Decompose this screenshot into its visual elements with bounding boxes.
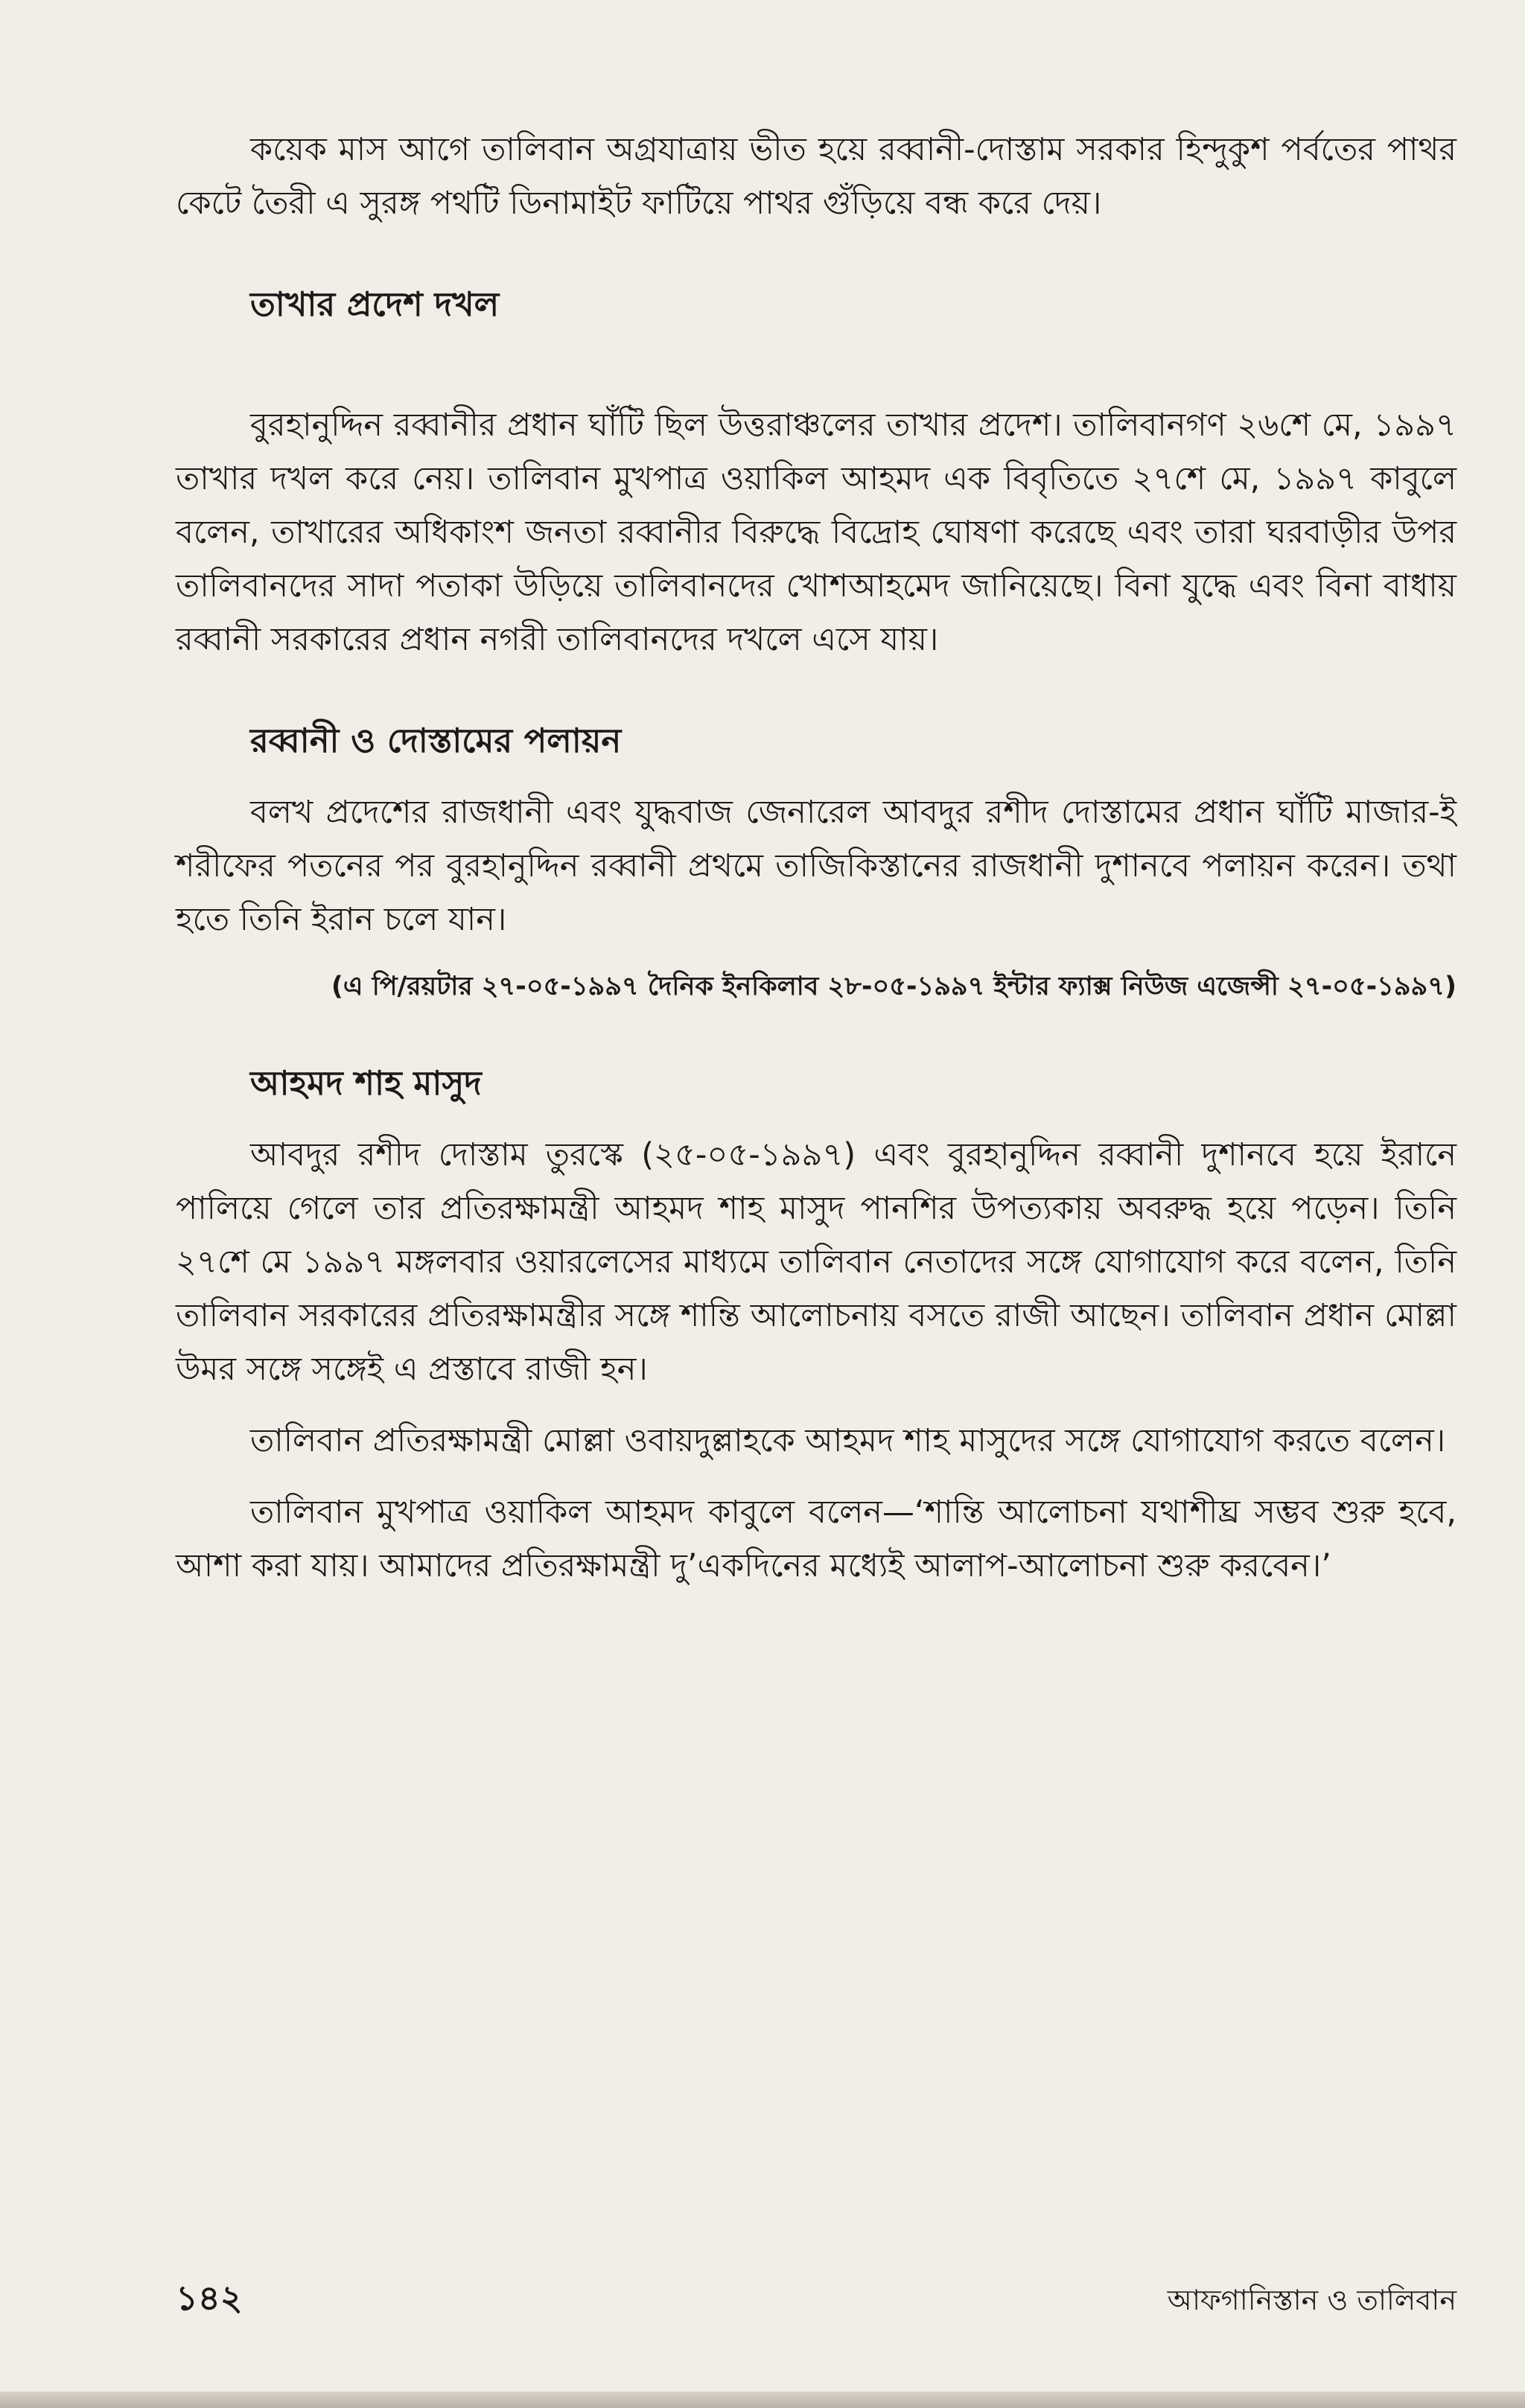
- source-citation: (এ পি/রয়টার ২৭-০৫-১৯৯৭ দৈনিক ইনকিলাব ২৮-০৫-১৯৯৭ ইন্টার ফ্যাক্স নিউজ এজেন্সী ২৭-০৫-১৯৯৭): [331, 972, 1456, 1001]
- heading-escape: রব্বানী ও দোস্তামের পলায়ন: [250, 721, 622, 760]
- page-footer: [176, 2272, 1456, 2329]
- running-title: আফগানিস্তান ও তালিবান: [1167, 2284, 1456, 2316]
- heading-masud: আহমদ শাহ মাসুদ: [250, 1063, 482, 1103]
- heading-takhar: তাখার প্রদেশ দখল: [250, 284, 500, 324]
- paragraph-masud-2: তালিবান প্রতিরক্ষামন্ত্রী মোল্লা ওবায়দুল্লাহকে আহমদ শাহ মাসুদের সঙ্গে যোগাযোগ করতে বলেন।: [250, 1422, 1446, 1459]
- page-number: ১৪২: [176, 2278, 243, 2318]
- paragraph-masud-3: তালিবান মুখপাত্র ওয়াকিল আহমদ কাবুলে বলেন—‘শান্তি আলোচনা যথাশীঘ্র সম্ভব শুরু হবে, আশা করা যায়। আমাদের প্রতিরক্ষামন্ত্রী দু’একদিনের মধ্যেই আলাপ-আলোচনা শুরু করবেন।’: [176, 1494, 1456, 1584]
- paragraph-intro: কয়েক মাস আগে তালিবান অগ্রযাত্রায় ভীত হয়ে রব্বানী-দোস্তাম সরকার হিন্দুকুশ পর্বতের পাথর কেটে তৈরী এ সুরঙ্গ পথটি ডিনামাইট ফাটিয়ে পাথর গুঁড়িয়ে বন্ধ করে দেয়।: [176, 131, 1456, 222]
- page-body: [176, 123, 1456, 1593]
- paragraph-takhar: বুরহানুদ্দিন রব্বানীর প্রধান ঘাঁটি ছিল উত্তরাঞ্চলের তাখার প্রদেশ। তালিবানগণ ২৬শে মে, ১৯৯৭ তাখার দখল করে নেয়। তালিবান মুখপাত্র ওয়াকিল আহমদ এক বিবৃতিতে ২৭শে মে, ১৯৯৭ কাবুলে বলেন, তাখারের অধিকাংশ জনতা রব্বানীর বিরুদ্ধে বিদ্রোহ ঘোষণা করেছে এবং তারা ঘরবাড়ীর উপর তালিবানদের সাদা পতাকা উড়িয়ে তালিবানদের খোশআহমেদ জানিয়েছে। বিনা যুদ্ধে এবং বিনা বাধায় রব্বানী সরকারের প্রধান নগরী তালিবানদের দখলে এসে যায়।: [176, 407, 1456, 658]
- paragraph-escape: বলখ প্রদেশের রাজধানী এবং যুদ্ধবাজ জেনারেল আবদুর রশীদ দোস্তামের প্রধান ঘাঁটি মাজার-ই শরীফের পতনের পর বুরহানুদ্দিন রব্বানী প্রথমে তাজিকিস্তানের রাজধানী দুশানবে পলায়ন করেন। তথা হতে তিনি ইরান চলে যান।: [176, 794, 1456, 938]
- paragraph-masud-1: আবদুর রশীদ দোস্তাম তুরস্কে (২৫-০৫-১৯৯৭) এবং বুরহানুদ্দিন রব্বানী দুশানবে হয়ে ইরানে পালিয়ে গেলে তার প্রতিরক্ষামন্ত্রী আহমদ শাহ মাসুদ পানশির উপত্যকায় অবরুদ্ধ হয়ে পড়েন। তিনি ২৭শে মে ১৯৯৭ মঙ্গলবার ওয়ারলেসের মাধ্যমে তালিবান নেতাদের সঙ্গে যোগাযোগ করে বলেন, তিনি তালিবান সরকারের প্রতিরক্ষামন্ত্রীর সঙ্গে শান্তি আলোচনায় বসতে রাজী আছেন। তালিবান প্রধান মোল্লা উমর সঙ্গে সঙ্গেই এ প্রস্তাবে রাজী হন।: [176, 1136, 1456, 1388]
- page-bottom-edge: [0, 2392, 1525, 2408]
